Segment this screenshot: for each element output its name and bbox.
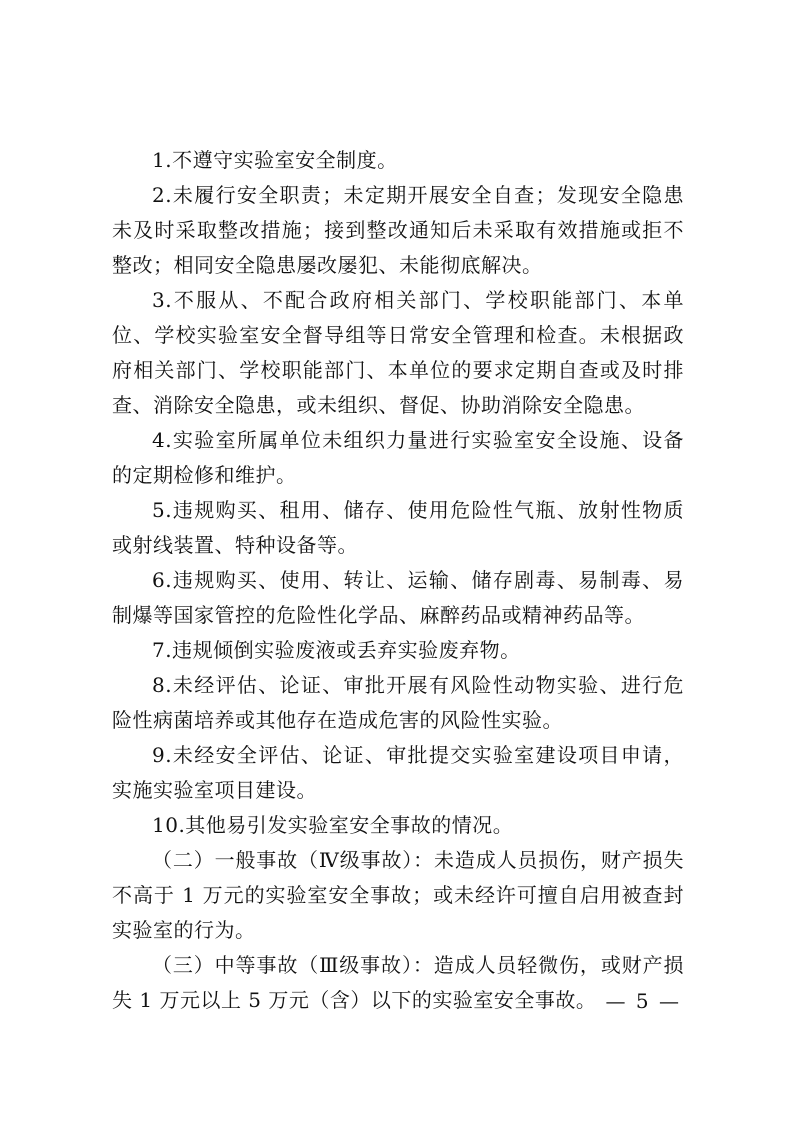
paragraph-item-9: 9.未经安全评估、论证、审批提交实验室建设项目申请，实施实验室项目建设。 bbox=[112, 743, 684, 802]
page-number: — 5 — bbox=[605, 989, 681, 1013]
paragraph-item-6: 6.违规购买、使用、转让、运输、储存剧毒、易制毒、易制爆等国家管控的危险性化学品、麻醉药品或精神药品等。 bbox=[112, 568, 684, 627]
paragraph-general-accident: （二）一般事故（Ⅳ级事故）：未造成人员损伤，财产损失不高于 1 万元的实验室安全事故；或未经许可擅自启用被查封实验室的行为。 bbox=[112, 848, 684, 942]
paragraph-item-2: 2.未履行安全职责；未定期开展安全自查；发现安全隐患未及时采取整改措施；接到整改通知后未采取有效措施或拒不整改；相同安全隐患屡改屡犯、未能彻底解决。 bbox=[112, 183, 684, 277]
paragraph-item-10: 10.其他易引发实验室安全事故的情况。 bbox=[152, 813, 514, 837]
paragraph-medium-accident: （三）中等事故（Ⅲ级事故）：造成人员轻微伤，或财产损失 1 万元以上 5 万元（含）以下的实验室安全事故。 bbox=[112, 953, 684, 1012]
paragraph-item-5: 5.违规购买、租用、储存、使用危险性气瓶、放射性物质或射线装置、特种设备等。 bbox=[112, 498, 684, 557]
paragraph-item-3: 3.不服从、不配合政府相关部门、学校职能部门、本单位、学校实验室安全督导组等日常安全管理和检查。未根据政府相关部门、学校职能部门、本单位的要求定期自查或及时排查、消除安全隐患，或未组织、督促、协助消除安全隐患。 bbox=[112, 288, 684, 417]
paragraph-item-8: 8.未经评估、论证、审批开展有风险性动物实验、进行危险性病菌培养或其他存在造成危害的风险性实验。 bbox=[112, 673, 684, 732]
paragraph-item-7: 7.违规倾倒实验废液或丢弃实验废弃物。 bbox=[152, 638, 521, 662]
document-body bbox=[112, 143, 684, 1018]
paragraph-item-1: 1.不遵守实验室安全制度。 bbox=[152, 148, 398, 172]
paragraph-item-4: 4.实验室所属单位未组织力量进行实验室安全设施、设备的定期检修和维护。 bbox=[112, 428, 684, 487]
